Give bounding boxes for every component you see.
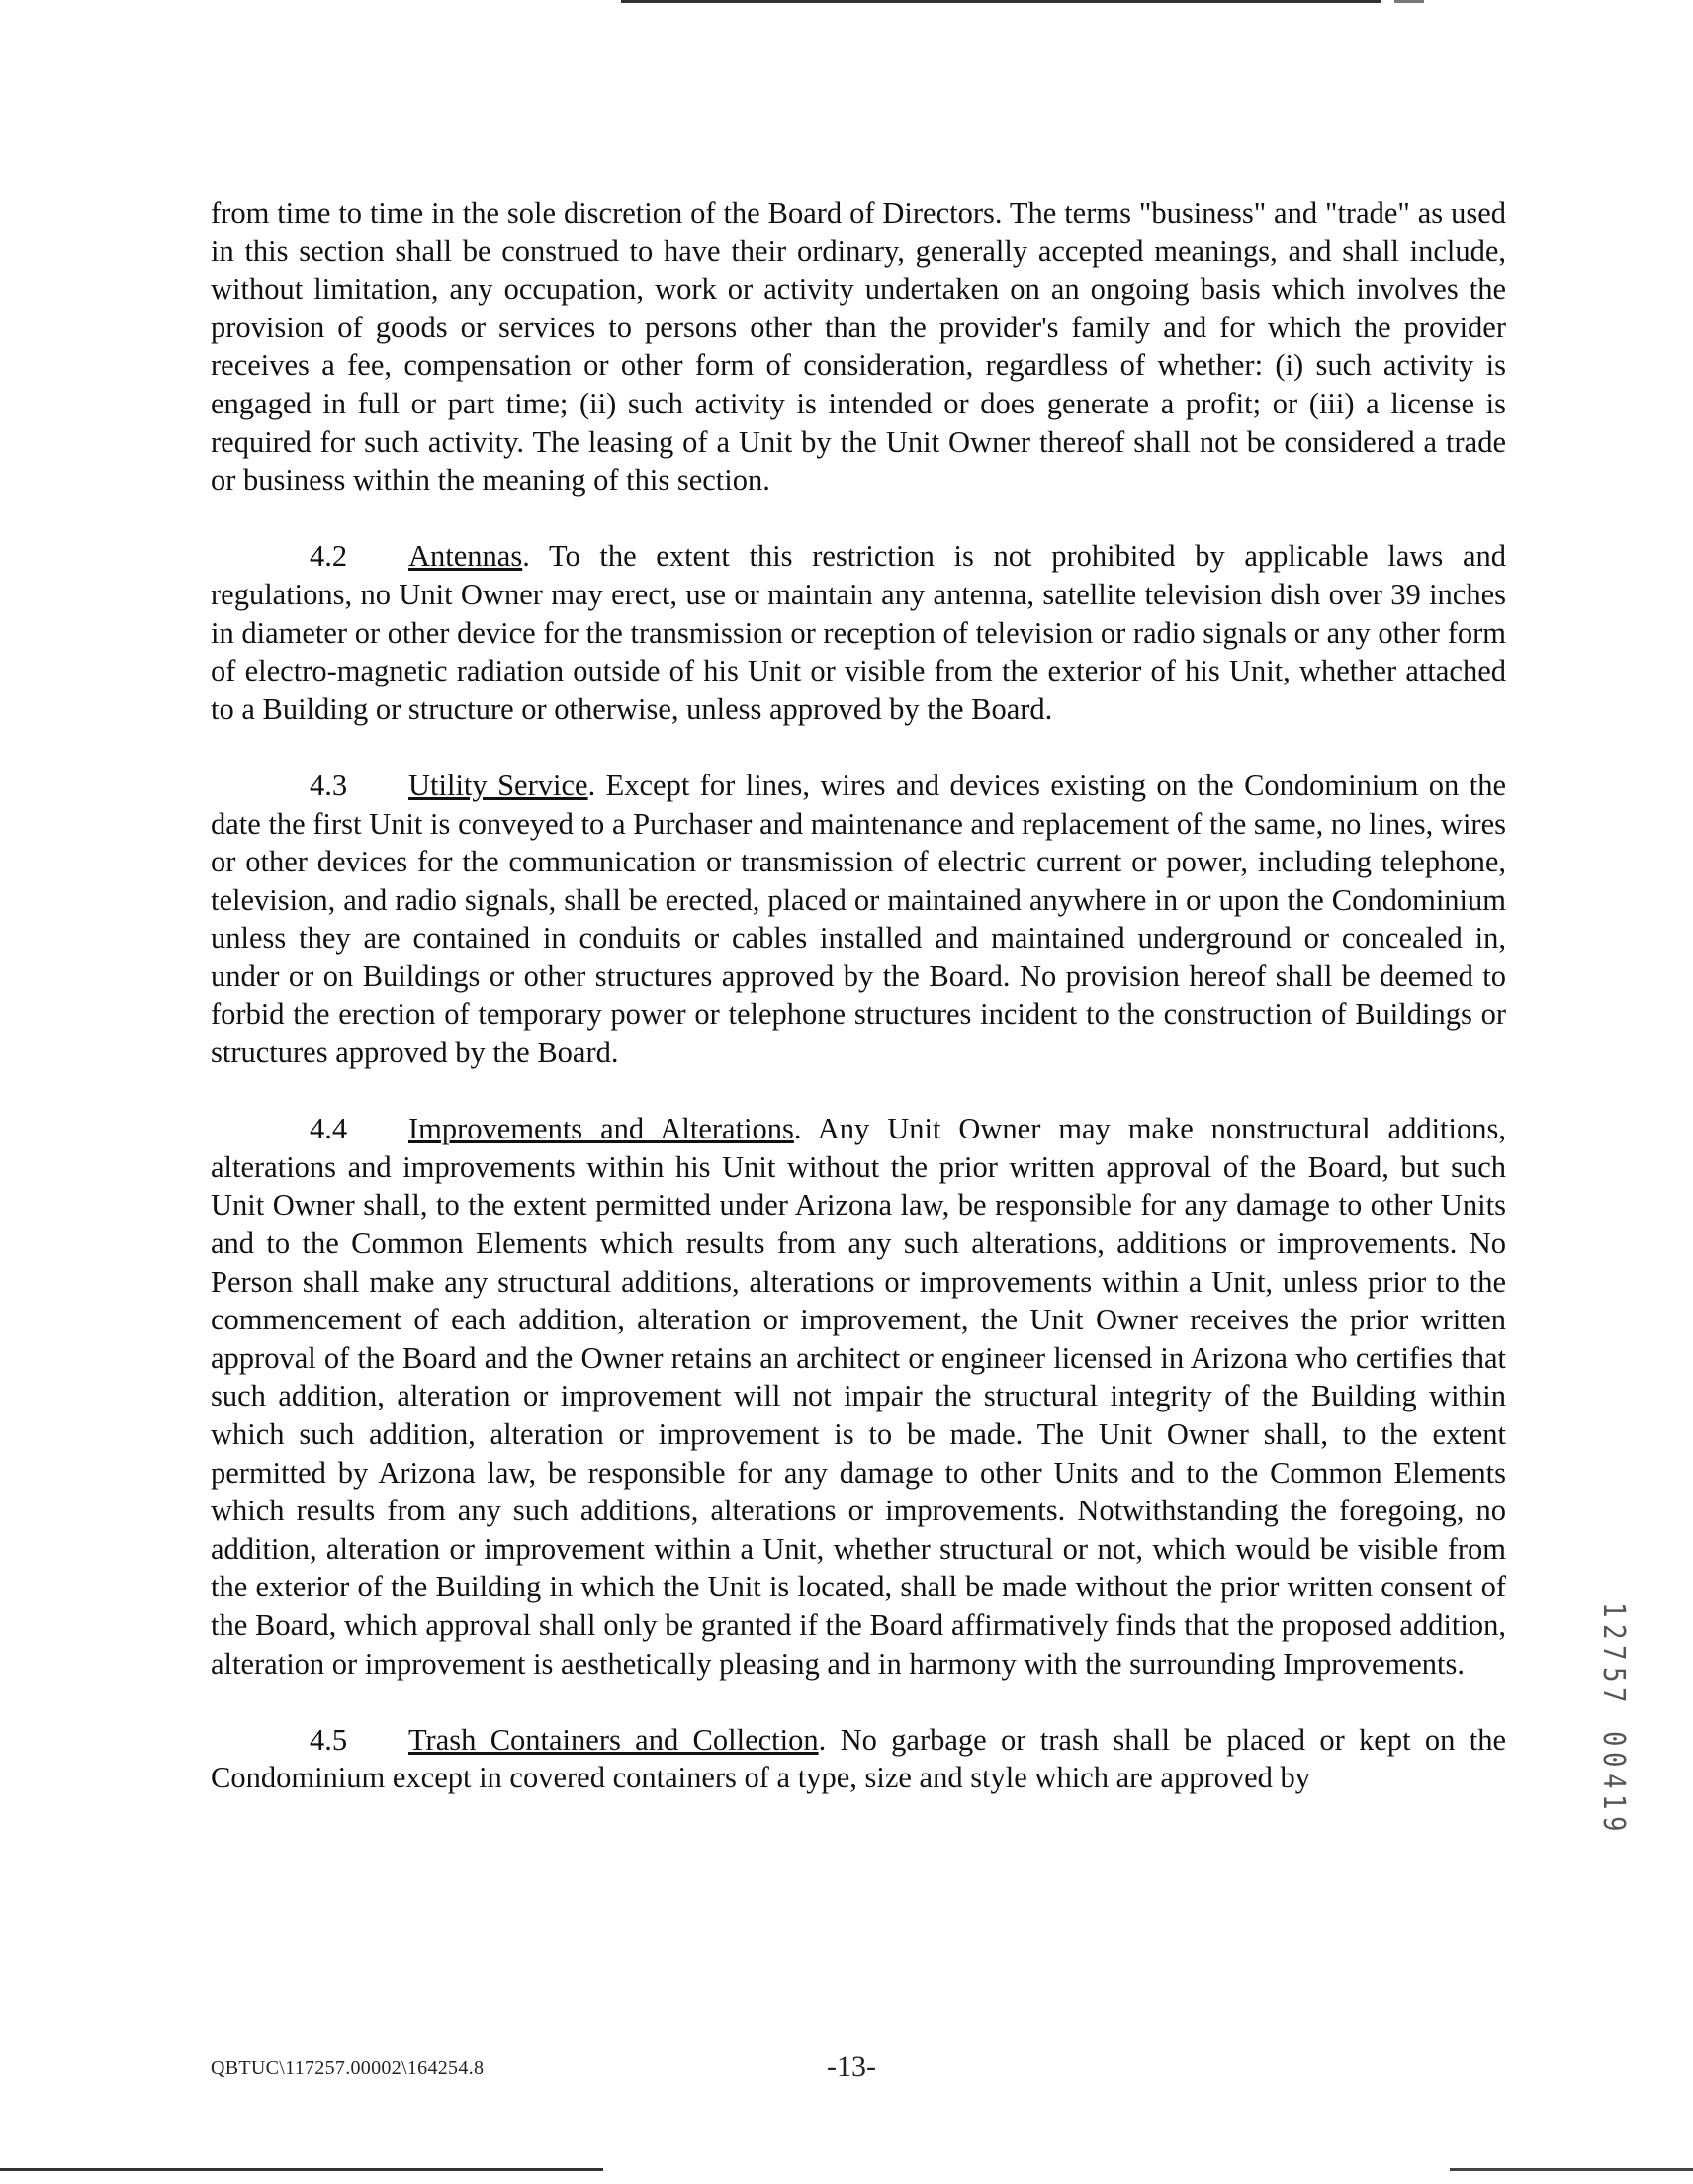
stamp-digit: 1 bbox=[1595, 1794, 1631, 1810]
section-4-3 bbox=[211, 767, 1506, 1072]
stamp-digit: 0 bbox=[1595, 1730, 1631, 1746]
section-4-4 bbox=[211, 1110, 1506, 1683]
section-4-5 bbox=[211, 1721, 1506, 1797]
stamp-digit: 7 bbox=[1595, 1645, 1631, 1661]
section-number: 4.5 bbox=[310, 1722, 348, 1757]
stamp-digit: 1 bbox=[1595, 1602, 1631, 1618]
section-text: . No garbage or trash shall be placed or kept on the Condominium except in covered containers of a type, size and style which are approved by bbox=[211, 1722, 1506, 1795]
top-edge-mark bbox=[1394, 0, 1424, 3]
stamp-digit: 7 bbox=[1595, 1687, 1631, 1703]
stamp-digit: 0 bbox=[1595, 1752, 1631, 1768]
stamp-digit: 9 bbox=[1595, 1815, 1631, 1831]
section-text: . To the extent this restriction is not prohibited by applicable laws and regulations, no Unit Owner may erect, use or maintain any antenna, satellite television dish over 39 inches in diameter or other device for the transmission or reception of television or radio signals or any other form of electro-magnetic radiation outside of his Unit or visible from the exterior of his Unit, whether attached to a Building or structure or otherwise, unless approved by the Board. bbox=[211, 539, 1506, 726]
section-4-2 bbox=[211, 537, 1506, 728]
section-number: 4.3 bbox=[310, 768, 348, 802]
paragraph-continuation bbox=[211, 194, 1506, 500]
section-number: 4.2 bbox=[310, 539, 348, 574]
section-text: . Any Unit Owner may make nonstructural additions, alterations and improvements within his Unit without the prior written approval of the Board, but such Unit Owner shall, to the extent permitted under Arizona law, be responsible for any damage to other Units and to the Common Elements which results from any such alterations, additions or improvements. No Person shall make any structural additions, alterations or improvements within a Unit, unless prior to the commencement of each addition, alteration or improvement, the Unit Owner receives the prior written approval of the Board and the Owner retains an architect or engineer licensed in Arizona who certifies that such addition, alteration or improvement will not impair the structural integrity of the Building within which such addition, alteration or improvement is to be made. The Unit Owner shall, to the extent permitted by Arizona law, be responsible for any damage to other Units and to the Common Elements which results from any such additions, alterations or improvements. Notwithstanding the foregoing, no addition, alteration or improvement within a Unit, whether structural or not, which would be visible from the exterior of the Building in which the Unit is located, shall be made without the prior written consent of the Board, which approval shall only be granted if the Board affirmatively finds that the proposed addition, alteration or improvement is aesthetically pleasing and in harmony with the surrounding Improvements. bbox=[211, 1112, 1506, 1681]
paragraph-text: from time to time in the sole discretion of the Board of Directors. The terms "business" and "trade" as used in this section shall be construed to have their ordinary, generally accepted meanings, and shall include, without limitation, any occupation, work or activity undertaken on an ongoing basis which involves the provision of goods or services to persons other than the provider's family and for which the provider receives a fee, compensation or other form of consideration, regardless of whether: (i) such activity is engaged in full or part time; (ii) such activity is intended or does generate a profit; or (iii) a license is required for such activity. The leasing of a Unit by the Unit Owner thereof shall not be considered a trade or business within the meaning of this section. bbox=[211, 196, 1506, 498]
section-heading: Improvements and Alterations bbox=[408, 1112, 794, 1146]
section-number: 4.4 bbox=[310, 1112, 348, 1146]
footer-page-number: -13- bbox=[827, 2050, 876, 2083]
document-body bbox=[211, 194, 1506, 1836]
section-heading: Antennas bbox=[408, 539, 523, 574]
section-text: . Except for lines, wires and devices existing on the Condominium on the date the first Unit is conveyed to a Purchaser and maintenance and replacement of the same, no lines, wires or other devices for the communication or transmission of electric current or power, including telephone, television, and radio signals, shall be erected, placed or maintained anywhere in or upon the Condominium unless they are contained in conduits or cables installed and maintained underground or concealed in, under or on Buildings or other structures approved by the Board. No provision hereof shall be deemed to forbid the erection of temporary power or telephone structures incident to the construction of Buildings or structures approved by the Board. bbox=[211, 768, 1506, 1070]
stamp-digit: 2 bbox=[1595, 1623, 1631, 1639]
bottom-edge-rule-right bbox=[1450, 2168, 1693, 2171]
stamp-digit: 4 bbox=[1595, 1773, 1631, 1788]
top-edge-rule bbox=[621, 0, 1381, 3]
section-heading: Utility Service bbox=[408, 768, 588, 802]
bottom-edge-rule-left bbox=[0, 2168, 603, 2171]
section-heading: Trash Containers and Collection bbox=[408, 1722, 819, 1757]
stamp-gap bbox=[1597, 1706, 1627, 1728]
recording-number-stamp bbox=[1595, 1599, 1631, 1834]
stamp-digit: 5 bbox=[1595, 1666, 1631, 1682]
footer-document-reference: QBTUC\117257.00002\164254.8 bbox=[211, 2057, 485, 2079]
